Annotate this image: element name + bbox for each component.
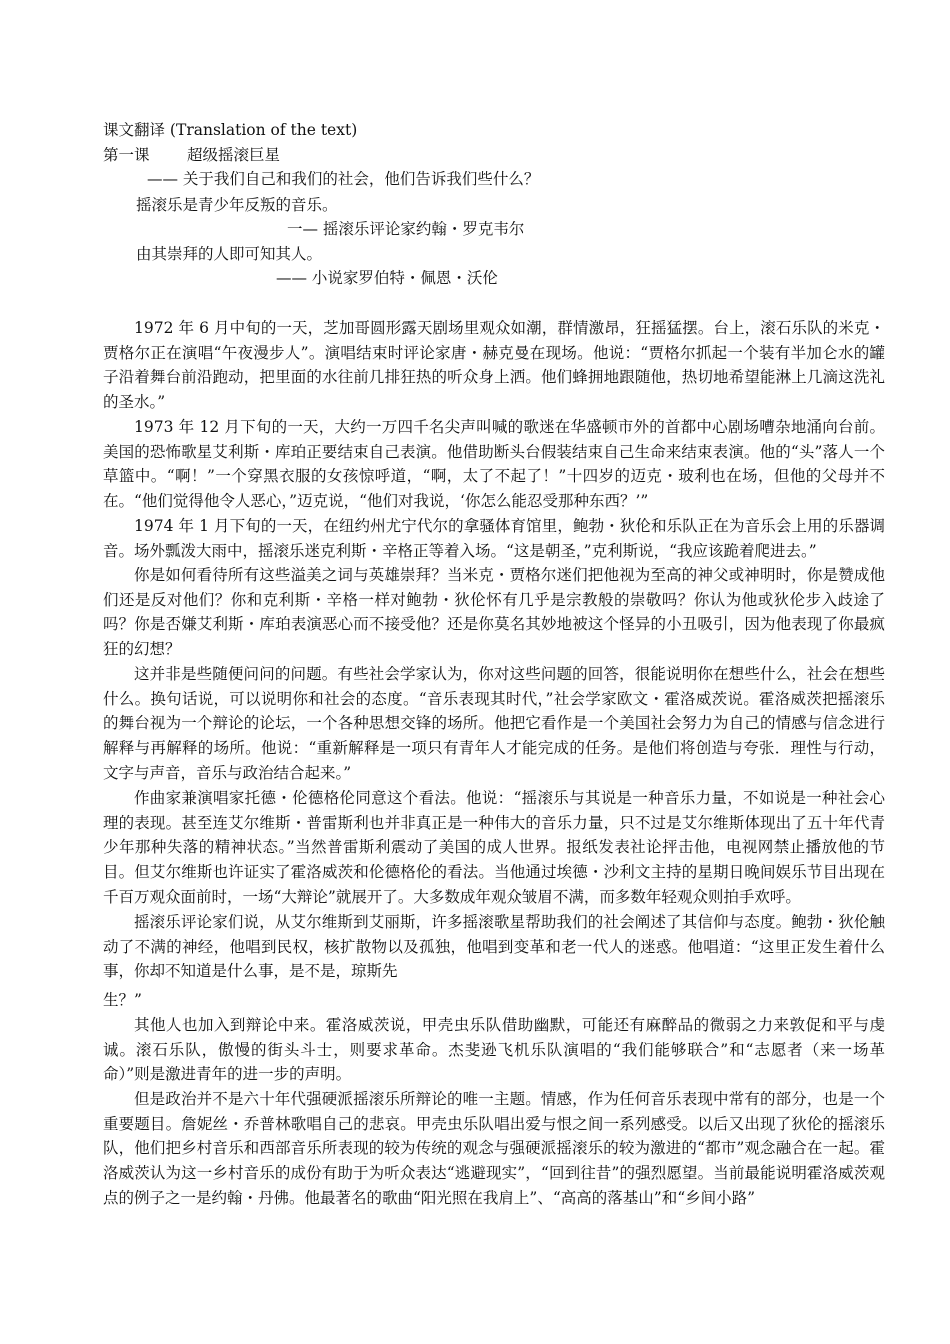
- epigraph-attribution: 一— 摇滚乐评论家约翰・罗克韦尔: [287, 220, 525, 238]
- lesson-number: 第一课: [103, 146, 150, 164]
- body-paragraph: 1973 年 12 月下旬的一天，大约一万四千名尖声叫喊的歌迷在华盛顿市外的首都中心剧场嘈杂地涌向台前。美国的恐怖歌星艾利斯・库珀正要结束自己表演。他借助断头台假装结束自己生命来结束表演。他的“头”落人一个草篮中。“啊！”一个穿黑衣服的女孩惊呼道，“啊，太了不起了！”十四岁的迈克・玻利也在场，但他的父母并不在。“他们觉得他令人恶心，”迈克说，“他们对我说，‘你怎么能忍受那种东西？’”: [103, 418, 885, 511]
- body-paragraph: 摇滚乐评论家们说，从艾尔维斯到艾丽斯，许多摇滚歌星帮助我们的社会阐述了其信仰与态度。鲍勃・狄伦触动了不满的神经，他唱到民权，核扩散物以及孤独，他唱到变革和老一代人的迷惑。他唱道：“这里正发生着什么事，你却不知道是什么事，是不是，琼斯先: [103, 913, 885, 981]
- epigraph-quote: 由其崇拜的人即可知其人。: [136, 245, 323, 263]
- lesson-subtitle: —— 关于我们自己和我们的社会，他们告诉我们些什么？: [147, 170, 540, 188]
- body-paragraph: 但是政治并不是六十年代强硬派摇滚乐所辩论的唯一主题。情感，作为任何音乐表现中常有的部分，也是一个重要题目。詹妮丝・乔普林歌唱自己的悲哀。甲壳虫乐队唱出爱与恨之间一系列感受。以后又出现了狄伦的摇滚乐队，他们把乡村音乐和西部音乐所表现的较为传统的观念与强硬派摇滚乐的较为激进的“都市”观念融合在一起。霍洛威茨认为这一乡村音乐的成份有助于为听众表达“逃避现实”，“回到往昔”的强烈愿望。当前最能说明霍洛威茨观点的例子之一是约翰・丹佛。他最著名的歌曲“阳光照在我肩上”、“高高的落基山”和“乡间小路”: [103, 1090, 885, 1207]
- body-paragraph: 1972 年 6 月中旬的一天，芝加哥圆形露天剧场里观众如潮，群情激昂，狂摇猛摆。台上，滚石乐队的米克・贾格尔正在演唱“午夜漫步人”。演唱结束时评论家唐・赫克曼在现场。他说：“贾格尔抓起一个装有半加仑水的罐子沿着舞台前沿跑动，把里面的水往前几排狂热的听众身上洒。他们蜂拥地跟随他，热切地希望能淋上几滴这洗礼的圣水。”: [103, 319, 885, 412]
- body-paragraph: 1974 年 1 月下旬的一天，在纽约州尤宁代尔的拿骚体育馆里，鲍勃・狄伦和乐队正在为音乐会上用的乐器调音。场外瓢泼大雨中，摇滚乐迷克利斯・辛格正等着入场。“这是朝圣，”克利斯说，“我应该跪着爬进去。”: [103, 517, 885, 560]
- epigraph-attribution: —— 小说家罗伯特・佩恩・沃伦: [276, 269, 498, 287]
- epigraph-quote: 摇滚乐是青少年反叛的音乐。: [136, 196, 338, 214]
- lesson-title: 超级摇滚巨星: [187, 146, 281, 164]
- section-heading: 课文翻译 (Translation of the text): [103, 121, 358, 139]
- body-paragraph: 你是如何看待所有这些溢美之词与英雄崇拜？当米克・贾格尔迷们把他视为至高的神父或神明时，你是赞成他们还是反对他们？你和克利斯・辛格一样对鲍勃・狄伦怀有几乎是宗教般的崇敬吗？你认为他或狄伦步入歧途了吗？你是否嫌艾利斯・库珀表演恶心而不接受他？还是你莫名其妙地被这个怪异的小丑吸引，因为他表现了你最疯狂的幻想？: [103, 566, 885, 659]
- body-paragraph: 其他人也加入到辩论中来。霍洛威茨说，甲壳虫乐队借助幽默，可能还有麻醉品的微弱之力来敦促和平与虔诚。滚石乐队，傲慢的街头斗士，则要求革命。杰斐逊飞机乐队演唱的“我们能够联合”和“志愿者（来一场革命）”则是激进青年的进一步的声明。: [103, 1016, 885, 1084]
- body-paragraph: 这并非是些随便问问的问题。有些社会学家认为，你对这些问题的回答，很能说明你在想些什么，社会在想些什么。换句话说，可以说明你和社会的态度。“音乐表现其时代，”社会学家欧文・霍洛威茨说。霍洛威茨把摇滚乐的舞台视为一个辩论的论坛，一个各种思想交锋的场所。他把它看作是一个美国社会努力为自己的情感与信念进行解释与再解释的场所。他说：“重新解释是一项只有青年人才能完成的任务。是他们将创造与夸张．理性与行动，文字与声音，音乐与政治结合起来。”: [103, 665, 885, 782]
- paragraph-continuation: 生？”: [103, 991, 142, 1009]
- body-paragraph: 作曲家兼演唱家托德・伦德格伦同意这个看法。他说：“摇滚乐与其说是一种音乐力量，不如说是一种社会心理的表现。甚至连艾尔维斯・普雷斯利也并非真正是一种伟大的音乐力量，只不过是艾尔维斯体现出了五十年代青少年那种失落的精神状态。”当然普雷斯利震动了美国的成人世界。报纸发表社论抨击他，电视网禁止播放他的节目。但艾尔维斯也许证实了霍洛威茨和伦德格伦的看法。当他通过埃德・沙利文主持的星期日晚间娱乐节目出现在千百万观众面前时，一场“大辩论”就展开了。大多数成年观众皱眉不满，而多数年轻观众则拍手欢呼。: [103, 789, 885, 906]
